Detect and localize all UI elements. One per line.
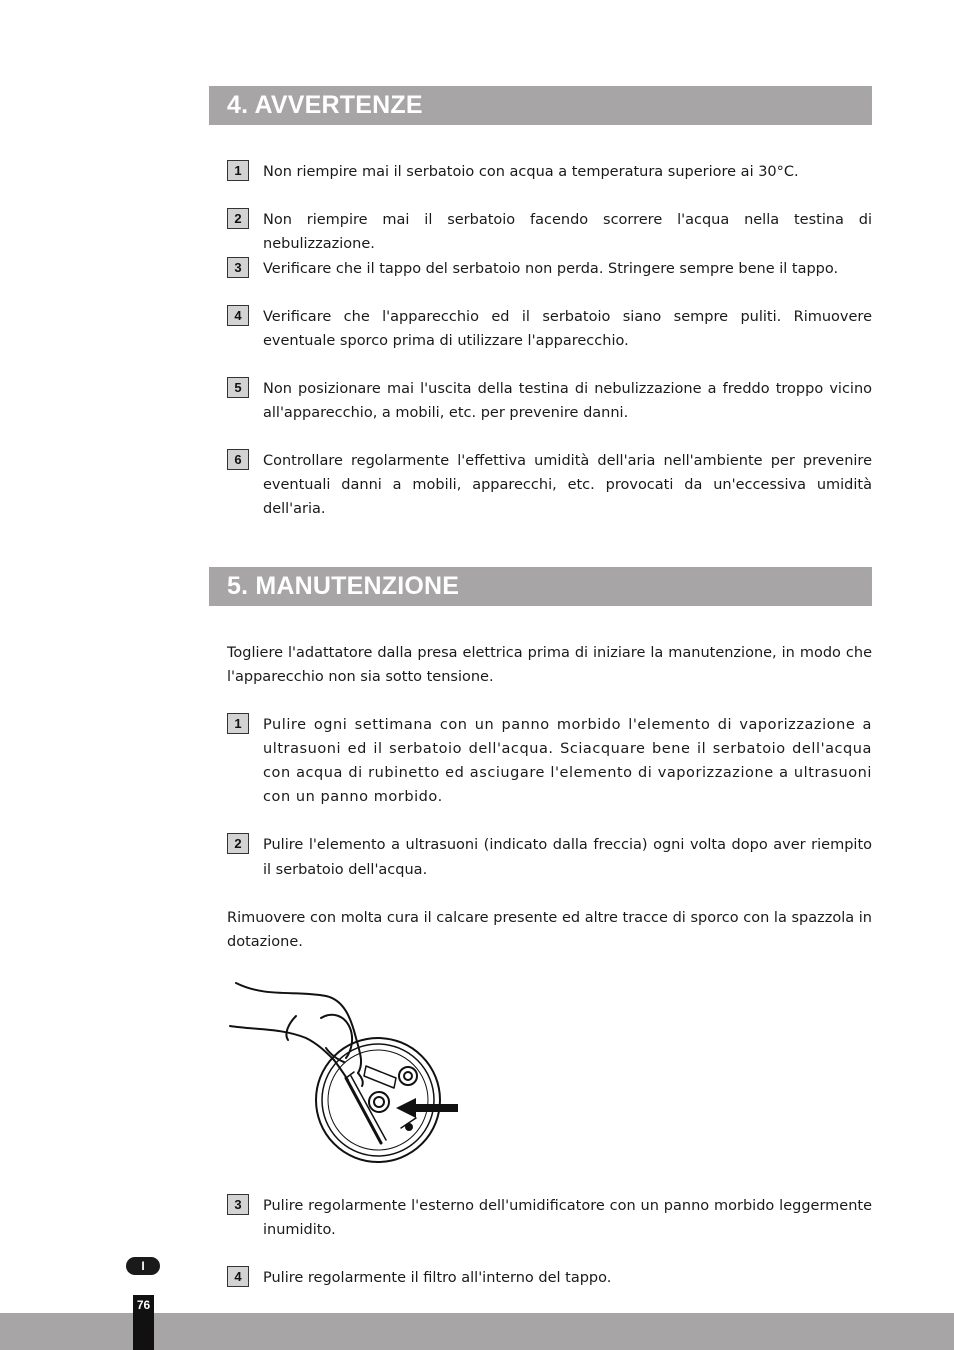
item-number: 4 — [227, 1266, 249, 1287]
item-text: Non posizionare mai l'uscita della testina di nebulizzazione a freddo troppo vicino all'apparecchio, a mobili, etc. per prevenire danni. — [263, 381, 872, 421]
item-text: Pulire ogni settimana con un panno morbido l'elemento di vaporizzazione a ultrasuoni ed il serbatoio dell'acqua. Sciacquare bene il serbatoio dell'acqua con acqua di rubinetto ed asciugare l'elemento di vaporizzazione a ultrasuoni con un panno morbido. — [263, 717, 872, 805]
item-text: Pulire regolarmente il filtro all'interno del tappo. — [263, 1270, 612, 1286]
list-item — [227, 160, 872, 184]
list-item — [227, 713, 872, 809]
item-number: 1 — [227, 713, 249, 734]
language-badge: I — [126, 1257, 160, 1275]
item-text: Verificare che il tappo del serbatoio non perda. Stringere sempre bene il tappo. — [263, 261, 839, 277]
item-number: 3 — [227, 257, 249, 278]
list-item — [227, 833, 872, 883]
item-text: Non riempire mai il serbatoio facendo scorrere l'acqua nella testina di nebulizzazione. — [263, 212, 872, 252]
item-number: 5 — [227, 377, 249, 398]
section-header-avvertenze — [209, 86, 872, 125]
note-paragraph: Rimuovere con molta cura il calcare presente ed altre tracce di sporco con la spazzola in dotazione. — [227, 910, 872, 950]
item-number: 2 — [227, 208, 249, 229]
item-text: Controllare regolarmente l'effettiva umidità dell'aria nell'ambiente per prevenire eventuali danni a mobili, apparecchi, etc. provocati da un'eccessiva umidità dell'aria. — [263, 453, 872, 517]
item-text: Pulire l'elemento a ultrasuoni (indicato dalla freccia) ogni volta dopo aver riempito il serbatoio dell'acqua. — [263, 837, 872, 878]
item-text: Non riempire mai il serbatoio con acqua a temperatura superiore ai 30°C. — [263, 164, 799, 180]
section-header-manutenzione — [209, 567, 872, 606]
list-item — [227, 208, 872, 256]
list-item — [227, 305, 872, 353]
arrow-icon — [396, 1098, 458, 1118]
section-title: 5. MANUTENZIONE — [227, 572, 460, 600]
page-number: 76 — [136, 1298, 151, 1312]
list-item — [227, 377, 872, 425]
list-item — [227, 1194, 872, 1242]
item-number: 6 — [227, 449, 249, 470]
item-number: 2 — [227, 833, 249, 854]
list-item — [227, 449, 872, 521]
cleaning-illustration — [226, 978, 462, 1168]
list-item — [227, 257, 872, 281]
section-title: 4. AVVERTENZE — [227, 91, 423, 119]
item-number: 1 — [227, 160, 249, 181]
list-item — [227, 1266, 872, 1290]
item-number: 4 — [227, 305, 249, 326]
intro-paragraph: Togliere l'adattatore dalla presa elettrica prima di iniziare la manutenzione, in modo che l'apparecchio non sia sotto tensione. — [227, 645, 872, 685]
item-text: Pulire regolarmente l'esterno dell'umidificatore con un panno morbido leggermente inumidito. — [263, 1198, 872, 1238]
item-number: 3 — [227, 1194, 249, 1215]
item-text: Verificare che l'apparecchio ed il serbatoio siano sempre puliti. Rimuovere eventuale sporco prima di utilizzare l'apparecchio. — [263, 309, 872, 349]
